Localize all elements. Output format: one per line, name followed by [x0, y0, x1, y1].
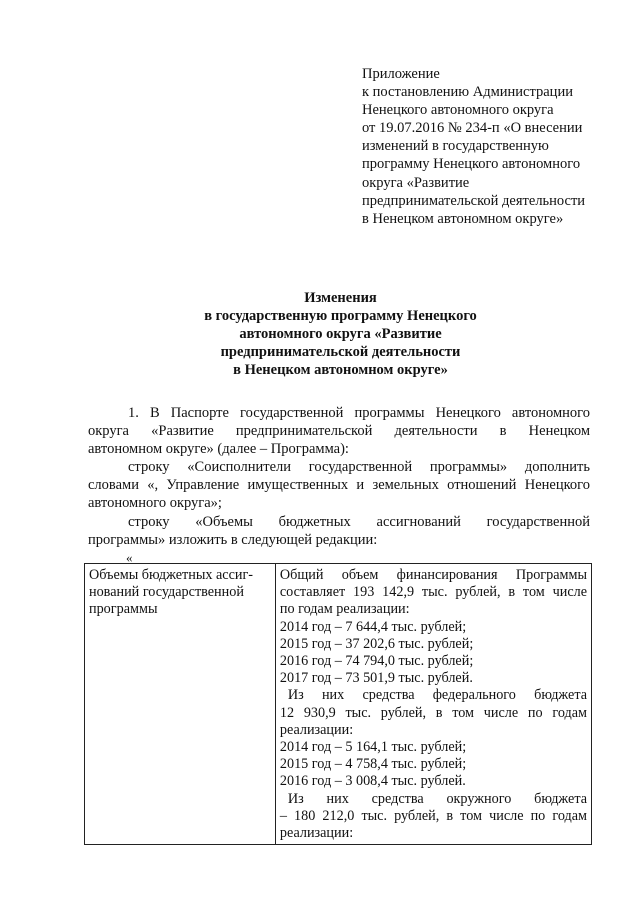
title-line: автономного округа «Развитие	[239, 326, 442, 342]
cell-line: нований государственной	[89, 584, 244, 601]
table-row	[85, 564, 592, 845]
body-line: округа «Развитие предпринимательской деятельности в Ненецком	[88, 423, 590, 440]
cell-line: 2017 год – 73 501,9 тыс. рублей.	[279, 670, 473, 687]
cell-line: Из них средства федерального бюджета	[287, 687, 587, 704]
cell-line: Объемы бюджетных ассиг-	[89, 567, 254, 583]
appendix-line: Приложение	[362, 66, 440, 82]
appendix-line: в Ненецком автономном округе»	[362, 210, 564, 227]
body-line: автономного округа»;	[88, 495, 222, 512]
title-line: в Ненецком автономном округе»	[233, 362, 448, 378]
cell-line: по годам реализации:	[279, 601, 410, 618]
title-line: Изменения	[304, 290, 377, 306]
cell-line: Из них средства окружного бюджета	[287, 790, 587, 807]
title-line: в государственную программу Ненецкого	[204, 308, 477, 324]
opening-quote-mark: «	[126, 550, 133, 565]
body-line: 1. В Паспорте государственной программы Ненецкого автономного	[128, 405, 590, 421]
cell-line: программы	[89, 601, 158, 618]
cell-line: 2014 год – 7 644,4 тыс. рублей;	[279, 618, 467, 635]
budget-table	[84, 563, 592, 845]
body-line: строку «Соисполнители государственной программы» дополнить	[128, 459, 590, 476]
cell-line: 2015 год – 4 758,4 тыс. рублей;	[279, 756, 467, 773]
cell-line: реализации:	[279, 721, 354, 738]
cell-line: 2015 год – 37 202,6 тыс. рублей;	[279, 635, 474, 652]
cell-line: 2016 год – 3 008,4 тыс. рублей.	[279, 773, 466, 790]
body-line: автономном округе» (далее – Программа):	[88, 441, 349, 458]
appendix-line: предпринимательской деятельности	[362, 192, 586, 209]
document-title	[88, 289, 593, 379]
appendix-line: к постановлению Администрации	[362, 84, 573, 101]
body-line: программы» изложить в следующей редакции:	[88, 531, 378, 548]
appendix-line: Ненецкого автономного округа	[362, 102, 554, 119]
body-line: строку «Объемы бюджетных ассигнований государственной	[128, 513, 590, 530]
cell-line: составляет 193 142,9 тыс. рублей, в том числе	[279, 584, 587, 601]
cell-line: реализации:	[279, 825, 354, 842]
body-line: словами «, Управление имущественных и земельных отношений Ненецкого	[88, 477, 590, 494]
appendix-line: программу Ненецкого автономного	[362, 156, 581, 173]
cell-line: 12 930,9 тыс. рублей, в том числе по годам	[279, 704, 587, 721]
appendix-line: изменений в государственную	[362, 138, 549, 155]
appendix-header	[362, 65, 612, 228]
cell-line: 2014 год – 5 164,1 тыс. рублей;	[279, 739, 467, 756]
table-cell-value	[275, 564, 591, 845]
title-line: предпринимательской деятельности	[220, 344, 461, 360]
table-cell-label	[85, 564, 276, 845]
cell-line: – 180 212,0 тыс. рублей, в том числе по годам	[279, 807, 587, 824]
cell-line: 2016 год – 74 794,0 тыс. рублей;	[279, 653, 474, 670]
appendix-line: от 19.07.2016 № 234-п «О внесении	[362, 120, 583, 137]
cell-line: Общий объем финансирования Программы	[279, 567, 587, 583]
body-paragraphs	[88, 404, 590, 549]
appendix-line: округа «Развитие	[362, 174, 470, 191]
